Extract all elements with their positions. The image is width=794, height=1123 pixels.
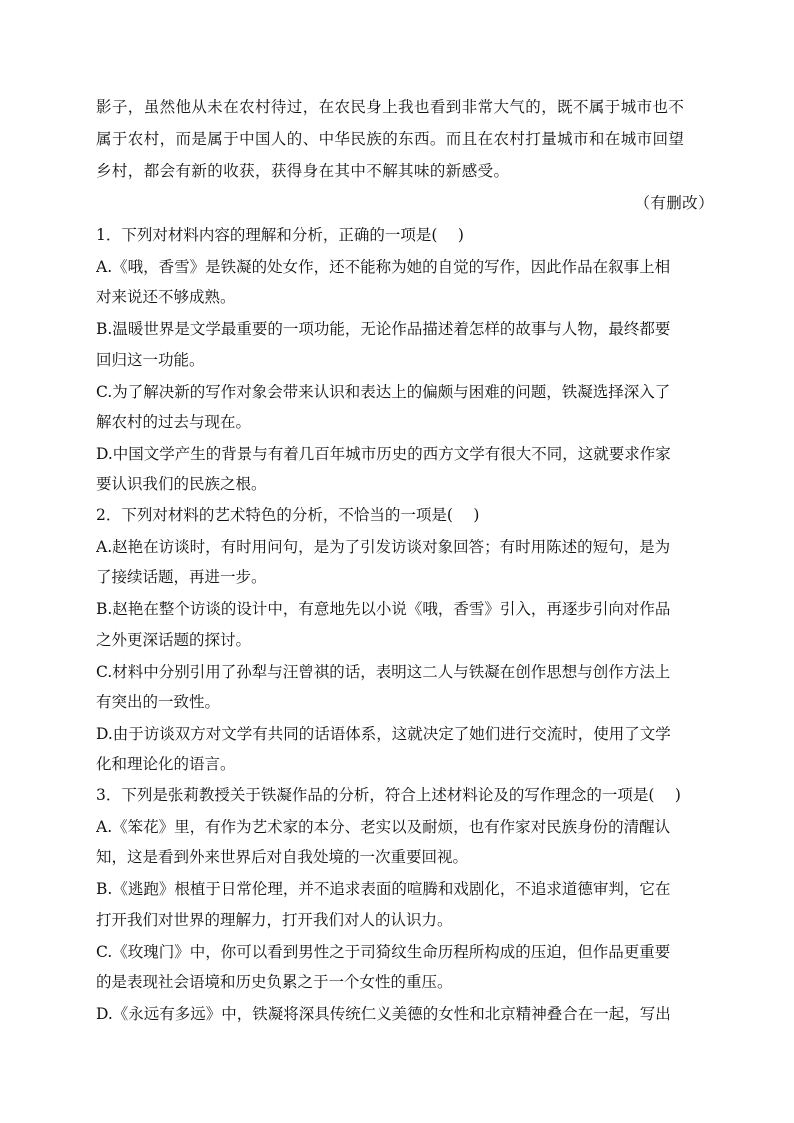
q3-option-a: A.《笨花》里，有作为艺术家的本分、老实以及耐烦，也有作家对民族身份的清醒认 xyxy=(96,818,671,836)
q3-option-a-cont: 知，这是看到外来世界后对自我处境的一次重要回视。 xyxy=(96,848,469,866)
q1-option-c: C.为了解决新的写作对象会带来认识和表达上的偏颇与困难的问题，铁凝选择深入了 xyxy=(96,383,671,401)
question-3-stem: 3．下列是张莉教授关于铁凝作品的分析，符合上述材料论及的写作理念的一项是( ) xyxy=(96,786,681,804)
source-note: （有删改） xyxy=(634,194,714,212)
q2-option-c: C.材料中分别引用了孙犁与汪曾祺的话，表明这二人与铁凝在创作思想与创作方法上 xyxy=(96,663,671,681)
q2-option-b: B.赵艳在整个访谈的设计中，有意地先以小说《哦，香雪》引入，再逐步引向对作品 xyxy=(96,600,671,618)
q3-option-c-cont: 的是表现社会语境和历史负累之于一个女性的重压。 xyxy=(96,973,453,991)
q1-option-d: D.中国文学产生的背景与有着几百年城市历史的西方文学有很大不同，这就要求作家 xyxy=(96,445,671,463)
passage-line: 属于农村，而是属于中国人的、中华民族的东西。而且在农村打量城市和在城市回望 xyxy=(96,130,685,148)
q2-option-a-cont: 了接续话题，再进一步。 xyxy=(96,568,267,586)
q2-option-c-cont: 有突出的一致性。 xyxy=(96,693,221,711)
passage-line: 影子，虽然他从未在农村待过，在农民身上我也看到非常大气的，既不属于城市也不 xyxy=(96,98,685,116)
question-2-stem: 2．下列对材料的艺术特色的分析，不恰当的一项是( ) xyxy=(96,506,480,524)
question-1-stem: 1．下列对材料内容的理解和分析，正确的一项是( ) xyxy=(96,226,464,244)
q2-option-d-cont: 化和理论化的语言。 xyxy=(96,755,236,773)
q1-option-b-cont: 回归这一功能。 xyxy=(96,351,205,369)
q1-option-a: A.《哦，香雪》是铁凝的处女作，还不能称为她的自觉的写作，因此作品在叙事上相 xyxy=(96,258,671,276)
q2-option-b-cont: 之外更深话题的探讨。 xyxy=(96,631,252,649)
passage-line: 乡村，都会有新的收获，获得身在其中不解其味的新感受。 xyxy=(96,162,510,180)
q3-option-c: C.《玫瑰门》中，你可以看到男性之于司猗纹生命历程所构成的压迫，但作品更重要 xyxy=(96,943,671,961)
q3-option-b-cont: 打开我们对世界的理解力，打开我们对人的认识力。 xyxy=(96,911,453,929)
q1-option-c-cont: 解农村的过去与现在。 xyxy=(96,413,252,431)
q2-option-d: D.由于访谈双方对文学有共同的话语体系，这就决定了她们进行交流时，使用了文学 xyxy=(96,725,671,743)
q1-option-b: B.温暖世界是文学最重要的一项功能，无论作品描述着怎样的故事与人物，最终都要 xyxy=(96,320,671,338)
q1-option-a-cont: 对来说还不够成熟。 xyxy=(96,288,236,306)
q2-option-a: A.赵艳在访谈时，有时用问句，是为了引发访谈对象回答；有时用陈述的短句，是为 xyxy=(96,538,671,556)
q1-option-d-cont: 要认识我们的民族之根。 xyxy=(96,475,267,493)
q3-option-d: D.《永远有多远》中，铁凝将深具传统仁义美德的女性和北京精神叠合在一起，写出 xyxy=(96,1005,671,1023)
q3-option-b: B.《逃跑》根植于日常伦理，并不追求表面的喧腾和戏剧化，不追求道德审判，它在 xyxy=(96,880,671,898)
